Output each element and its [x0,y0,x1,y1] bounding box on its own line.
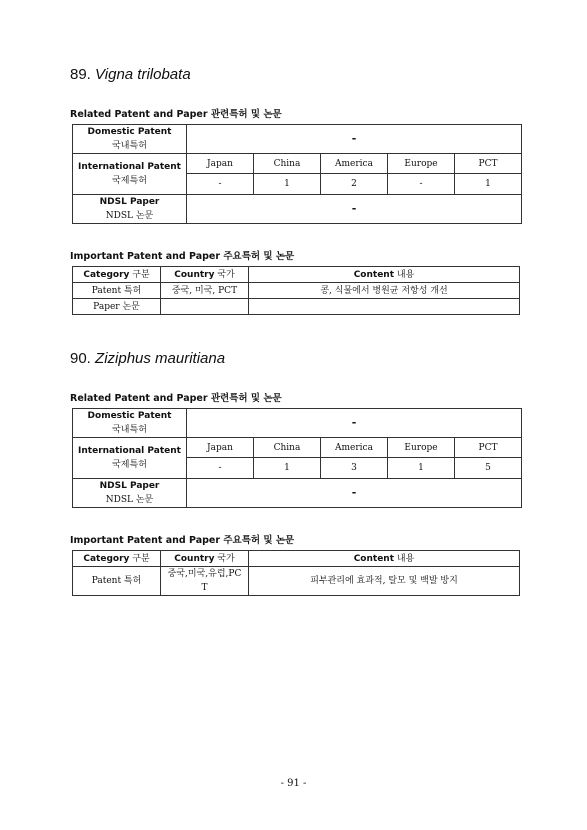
country-header: Japan [187,438,254,458]
country-count: 1 [388,458,455,479]
domestic-label [73,409,187,438]
related-heading: Related Patent and Paper 관련특허 및 논문 [70,393,282,404]
row-category: Paper 논문 [73,299,161,315]
intl-label-ko: 국제특허 [112,460,147,470]
intl-row-countries [73,438,522,458]
country-header: Europe [388,438,455,458]
section-number: 89. [70,66,91,83]
content-header-ko: 내용 [396,269,415,280]
row-category: Patent 특허 [73,283,161,299]
domestic-label-ko: 국내특허 [112,141,147,151]
category-header-ko: 구분 [132,269,150,280]
related-table-90 [72,408,522,508]
country-count: 1 [254,458,321,479]
ndsl-label-en: NDSL Paper [99,197,160,207]
ndsl-label-en: NDSL Paper [99,481,160,491]
important-table-90 [72,550,520,596]
domestic-label-en: Domestic Patent [87,411,172,421]
country-header: China [254,438,321,458]
related-table-89 [72,124,522,224]
row-content: 피부관리에 효과적, 탈모 및 백발 방지 [249,567,520,596]
domestic-value: - [187,409,522,438]
row-country [161,299,249,315]
important-header-row [73,267,520,283]
domestic-label [73,125,187,154]
country-header-ko: 국가 [217,553,235,564]
section-90-title [70,350,225,367]
category-header [73,551,161,567]
country-header: PCT [455,438,522,458]
domestic-row [73,125,522,154]
country-col-header [161,551,249,567]
intl-label-en: International Patent [78,446,181,456]
ndsl-row [73,195,522,224]
country-count: 5 [455,458,522,479]
intl-label [73,438,187,479]
domestic-label-ko: 국내특허 [112,425,147,435]
category-header-en: Category [83,269,130,280]
row-country: 중국,미국,유럽,PCT [161,567,249,596]
row-content: 콩, 식물에서 병원균 저항성 개선 [249,283,520,299]
country-header: America [321,154,388,174]
important-heading: Important Patent and Paper 주요특허 및 논문 [70,251,295,262]
species-name: Ziziphus mauritiana [95,350,226,367]
section-89-title [70,66,191,83]
country-count: - [187,174,254,195]
page-number: - 91 - [280,778,307,789]
intl-label [73,154,187,195]
domestic-label-en: Domestic Patent [87,127,172,137]
important-heading: Important Patent and Paper 주요특허 및 논문 [70,535,295,546]
species-name: Vigna trilobata [95,66,191,83]
important-table-89 [72,266,520,315]
row-category: Patent 특허 [73,567,161,596]
country-count: 2 [321,174,388,195]
country-count: 1 [254,174,321,195]
country-count: - [187,458,254,479]
ndsl-row [73,479,522,508]
intl-row-countries [73,154,522,174]
intl-label-ko: 국제특허 [112,176,147,186]
category-header [73,267,161,283]
domestic-value: - [187,125,522,154]
section-number: 90. [70,350,91,367]
country-header: America [321,438,388,458]
country-count: 1 [455,174,522,195]
row-country: 중국, 미국, PCT [161,283,249,299]
content-header [249,267,520,283]
content-header-en: Content [353,269,395,280]
country-header-en: Country [174,269,215,280]
country-header: Europe [388,154,455,174]
important-header-row [73,551,520,567]
category-header-ko: 구분 [132,553,150,564]
table-row [73,283,520,299]
country-header-en: Country [174,553,215,564]
country-header-ko: 국가 [217,269,235,280]
category-header-en: Category [83,553,130,564]
country-count: - [388,174,455,195]
ndsl-label [73,479,187,508]
related-heading: Related Patent and Paper 관련특허 및 논문 [70,109,282,120]
country-col-header [161,267,249,283]
ndsl-label-ko: NDSL 논문 [105,211,154,221]
intl-label-en: International Patent [78,162,181,172]
country-count: 3 [321,458,388,479]
ndsl-label-ko: NDSL 논문 [105,495,154,505]
row-content [249,299,520,315]
ndsl-value: - [187,195,522,224]
ndsl-value: - [187,479,522,508]
table-row [73,567,520,596]
country-header: PCT [455,154,522,174]
content-header [249,551,520,567]
content-header-ko: 내용 [396,553,415,564]
country-header: China [254,154,321,174]
table-row [73,299,520,315]
content-header-en: Content [353,553,395,564]
ndsl-label [73,195,187,224]
domestic-row [73,409,522,438]
country-header: Japan [187,154,254,174]
